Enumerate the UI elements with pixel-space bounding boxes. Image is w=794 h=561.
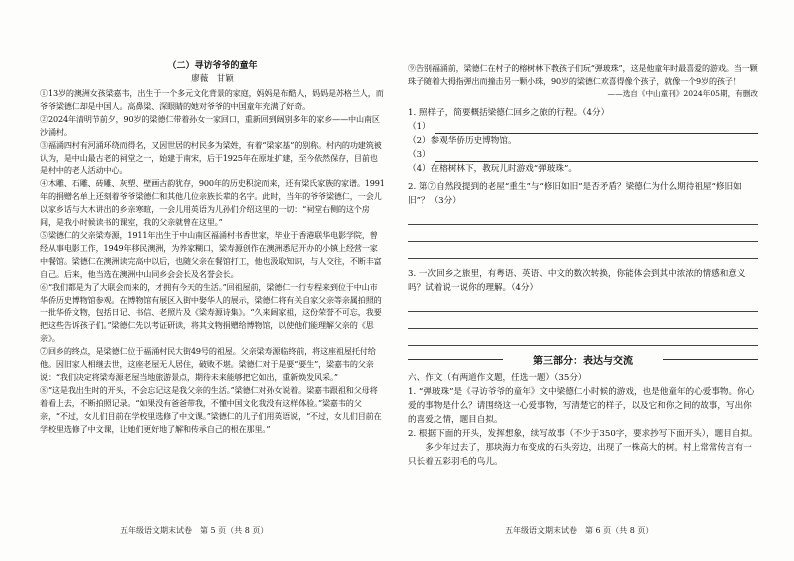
paragraph-1: ①13岁的澳洲女孩梁嘉韦，出生于一个多元文化背景的家庭，妈妈是布酷人，妈妈是苏格兰人，而爷爷梁德仁却是中国人。高鼻梁、深眼睛的她对爷爷的中国童年充满了好奇。 xyxy=(40,88,384,111)
passage-body xyxy=(40,87,385,435)
paragraph-2: ②2024年清明节前夕，90岁的梁德仁带着孙女一家回口，重新回到阔别多年的家乡——中山南区沙涌村。 xyxy=(40,113,380,137)
paragraph-7: ⑦回乡的终点，是梁德仁位于福涌村民大街49号的祖屋。父亲梁寿源临终前，将这座祖屋托付给他。因旧家人相继去世，这座老屋无人居住，破败不堪。梁德仁对于是要“要生”，梁嘉韦的父亲说：“我们决定将梁寿源老屋当地旅游景点，期待未来能够把它如出，重新焕发风采。” xyxy=(40,346,376,382)
answer-blank[interactable] xyxy=(435,123,758,134)
q1-item-1[interactable]: （1） xyxy=(408,120,758,134)
passage-title: （二）寻访爷爷的童年 xyxy=(167,61,258,71)
paragraph-6: ⑥“我们都是为了大联会而来的，才拥有今天的生活。”回祖屋前，梁德仁一行专程来到位于中山市华侨历史博物馆参观。在博物馆有展区入街中娶华人的展示，梁德仁将有关自家父亲等亲属拍照的一批华侨文物，包括日记、书信、老照片及《梁寿源诗集》。“久来阔家祖，这份荣誉不可忘，我要把这些告诉孩子们。”梁德仁先以考证研读，将其文物捐赠给博物馆，以使他们能理解父亲的《思亲》。 xyxy=(40,281,382,344)
essay-option-2-start: 多少年过去了，那块海力布变成的石头旁边，出现了一株高大的树。村上常常传言有一只长着五彩羽毛的鸟儿。 xyxy=(408,442,752,467)
left-page xyxy=(40,60,385,435)
footer-left: 五年级语文期末试卷 第 5 页（共 8 页） xyxy=(120,526,269,535)
paragraph-3: ③福涌四村有河涌环绕而得名，又因世居的村民多为梁姓，有着“梁家基”的别称。村内的功建筑被认为，是中山最古老的祠堂之一，始建于南宋，后于1925年在原址扩建，至今依然保存，目前也是村中的老人活动中心。 xyxy=(40,139,382,176)
paragraph-4: ④木雕、石雕、砖雕、灰塑、壁画古韵犹存，900年的历史积淀而来，还有梁氏家族的家谱。1991年的捐赠名单上还刻着爷爷梁德仁和其他几位亲族长辈的名字。此时，当年的爷爷梁德仁，一会儿以家乡话与大木讲出的乡亲寒暄，一会儿用英语为儿孙们介绍这里的一切：“祠堂右侧的这个房间，是我小时候读书的课室，我的父亲就曾在这里。” xyxy=(40,178,385,228)
paragraph-5: ⑤梁德仁的父亲梁寿源，1911年出生于中山南区福涌村书香世家，毕业于香港联华电影学院，曾经从事电影工作，1949年移民澳洲，为养家糊口，梁寿源创作在澳洲悉尼开办的小镇上经营一家中餐馆。梁德仁在澳洲读完高中以后，也随父亲在餐馆打工，他也汲取知识，与人交往，不断丰富自己。后来，他当选在澳洲中山同乡会会长及名誉会长。 xyxy=(40,229,382,279)
question-3: 3. 一次回乡之旅里，有粤语、英语、中文的数次转换，你能体会到其中浓浓的情感和意义吗？试着说一说你的理解。（4分） xyxy=(408,268,746,293)
essay-option-1: 1. “弹玻珠”是《寻访爷爷的童年》文中梁德仁小时候的游戏，也是他童年的心爱事物。你心爱的事物是什么？请围绕这一心爱事物，写清楚它的样子，以及它和你之间的故事，写出你的喜爱之情，题目自拟。 xyxy=(408,386,755,425)
answer-line[interactable] xyxy=(408,242,758,259)
q1-item-2: （2）参观华侨历史博物馆。 xyxy=(408,135,517,146)
paragraph-8: ⑧“这是我出生时的开头，不会忘记这是我父亲的生活。”梁德仁对孙女说着。梁嘉韦跟祖和父母将着看上去，不断拍照记录。“如果没有爸爸带我，不懂中国文化我没有这样体验。”梁嘉韦的父亲，“不过，女儿们目前在学校里选修了中文课。”梁德仁的儿子们用英语说，“不过，女儿们目前在学校里选修了中文课，让她们更好地了解和传承自己的根在那里。” xyxy=(40,384,382,434)
answer-line[interactable] xyxy=(408,208,758,225)
question-2: 2. 第⑦自然段提到的老屋“重生”与“修旧如旧”是否矛盾？梁德仁为什么期待祖屋“修旧如旧”？（3分） xyxy=(408,181,742,206)
answer-line[interactable] xyxy=(408,329,758,346)
answer-line[interactable] xyxy=(408,225,758,242)
answer-blank[interactable] xyxy=(435,151,758,162)
answer-line[interactable] xyxy=(408,312,758,329)
source-note: ——选自《中山童刊》2024年05期，有删改 xyxy=(607,88,758,98)
q1-item-4: （4）在榕树林下，教玩儿时游戏“弹玻珠”。 xyxy=(408,163,577,174)
footer-right: 五年级语文期末试卷 第 6 页（共 8 页） xyxy=(505,526,654,535)
passage-author: 廖薇 甘颖 xyxy=(191,74,234,84)
section-heading: 第三部分：表达与交流 xyxy=(408,352,758,367)
essay-header: 六、作文（有两道作文题，任选一题）（35分） xyxy=(408,372,587,383)
paragraph-9: ⑨告别福涌前，梁德仁在村子的榕树林下教孩子们玩“弹玻珠”，这是他童年时最喜爱的游戏。当一颗珠子随着大拇指弹出而撞击另一颗小珠，90岁的梁德仁欢喜得像个孩子，就像一个9岁的孩子！ xyxy=(408,63,758,86)
essay-option-2: 2. 根据下面的开头，发挥想象，续写故事（不少于350字，要求抄写下面开头），题目自拟。 xyxy=(408,428,758,439)
answer-line[interactable] xyxy=(408,295,758,312)
q1-item-3[interactable]: （3） xyxy=(408,148,758,162)
right-page xyxy=(408,62,758,469)
question-1: 1. 照样子，简要概括梁德仁回乡之旅的行程。（4分） xyxy=(408,107,610,118)
